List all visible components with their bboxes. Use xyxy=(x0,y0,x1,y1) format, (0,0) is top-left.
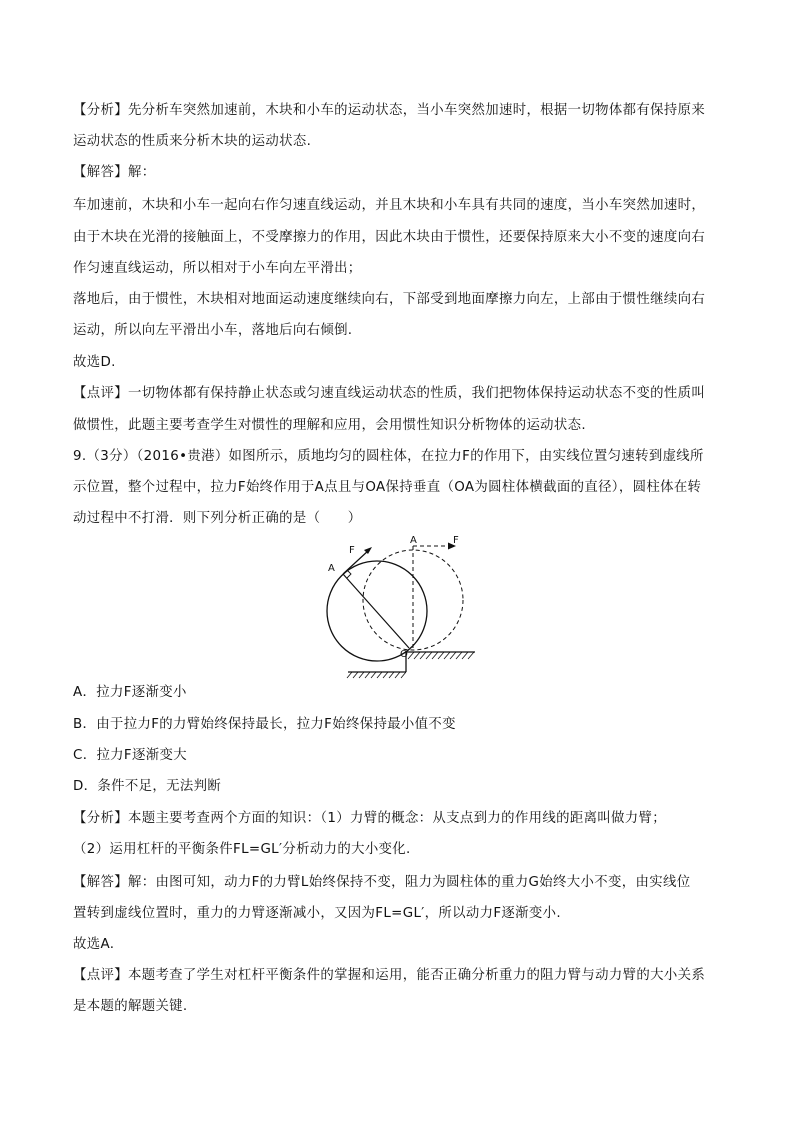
label-f-right: F xyxy=(453,535,459,546)
answer-text: 由于木块在光滑的接触面上，不受摩擦力的作用，因此木块由于惯性，还要保持原来大小不变的速度向右 xyxy=(73,230,706,245)
analysis-text: 【分析】本题主要考查两个方面的知识：（1）力臂的概念：从支点到力的作用线的距离叫做力臂； xyxy=(73,811,667,826)
choice-text: 故选D. xyxy=(73,355,116,370)
answer-text: 运动，所以向左平滑出小车，落地后向右倾倒. xyxy=(73,323,353,338)
analysis-text: 【分析】先分析车突然加速前，木块和小车的运动状态，当小车突然加速时，根据一切物体都有保持原来 xyxy=(73,103,706,118)
answer-heading: 【解答】解： xyxy=(73,165,156,180)
comment-text: 做惯性，此题主要考查学生对惯性的理解和应用，会用惯性知识分析物体的运动状态. xyxy=(73,418,587,433)
option-b: B．由于拉力F的力臂始终保持最长，拉力F始终保持最小值不变 xyxy=(73,717,456,732)
right-angle-mark xyxy=(347,570,351,578)
step-hatch xyxy=(408,652,474,659)
answer-text: 作匀速直线运动，所以相对于小车向左平滑出； xyxy=(73,261,362,276)
cylinder-lever-figure xyxy=(322,532,478,680)
comment-text: 【点评】一切物体都有保持静止状态或匀速直线运动状态的性质，我们把物体保持运动状态不变的性质叫 xyxy=(73,386,706,401)
diameter-oa xyxy=(343,574,409,648)
label-a-left: A xyxy=(328,563,335,574)
answer-text: 【解答】解：由图可知，动力F的力臂L始终保持不变，阻力为圆柱体的重力G始终大小不变，由实线位 xyxy=(73,875,691,890)
solid-cylinder xyxy=(327,561,427,661)
answer-text: 车加速前，木块和小车一起向右作匀速直线运动，并且木块和小车具有共同的速度，当小车突然加速时， xyxy=(73,198,706,213)
option-c: C．拉力F逐渐变大 xyxy=(73,748,187,763)
option-d: D．条件不足，无法判断 xyxy=(73,779,222,794)
analysis-text: （2）运用杠杆的平衡条件FL=GL′分析动力的大小变化. xyxy=(73,842,411,857)
answer-text: 置转到虚线位置时，重力的力臂逐渐减小，又因为FL=GL′，所以动力F逐渐变小. xyxy=(73,906,561,921)
label-o: O xyxy=(400,649,408,660)
question-stem: 示位置，整个过程中，拉力F始终作用于A点且与OA保持垂直（OA为圆柱体横截面的直径），圆柱体在转 xyxy=(73,480,702,495)
dashed-cylinder xyxy=(363,550,463,650)
choice-text: 故选A. xyxy=(73,937,115,952)
ground-hatch xyxy=(347,672,406,678)
option-a: A．拉力F逐渐变小 xyxy=(73,685,187,700)
comment-text: 是本题的解题关键. xyxy=(73,999,188,1014)
label-f-left: F xyxy=(349,545,355,556)
analysis-text: 运动状态的性质来分析木块的运动状态. xyxy=(73,134,312,149)
comment-text: 【点评】本题考查了学生对杠杆平衡条件的掌握和运用，能否正确分析重力的阻力臂与动力臂的大小关系 xyxy=(73,968,706,983)
step-edge xyxy=(406,652,475,672)
label-a-top: A xyxy=(410,535,417,546)
question-stem: 动过程中不打滑．则下列分析正确的是（ ） xyxy=(73,511,362,526)
answer-text: 落地后，由于惯性，木块相对地面运动速度继续向右，下部受到地面摩擦力向左，上部由于惯性继续向右 xyxy=(73,292,706,307)
question-stem: 9.（3分）（2016•贵港）如图所示，质地均匀的圆柱体，在拉力F的作用下，由实线位置匀速转到虚线所 xyxy=(73,449,704,464)
